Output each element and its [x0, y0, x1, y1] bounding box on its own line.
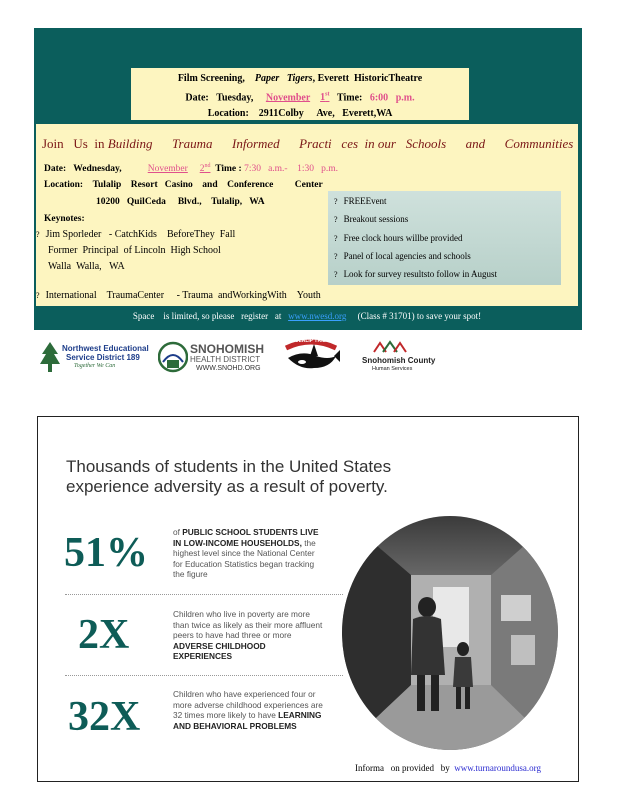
stat-32x-description: Children who have experienced four or more adverse childhood experiences are 32 times more likely to have LEARNING AND BEHAVIORAL PROBLEMS [173, 689, 323, 731]
stat-2x-description: Children who live in poverty are more than twice as likely as their more affluent peers to have had three or more ADVERSE CHILDHOOD EXPERIENCES [173, 609, 323, 661]
divider [65, 675, 343, 676]
nwesd-link[interactable]: www.nwesd.org [288, 311, 347, 321]
event-address-line: 10200 QuilCeda Blvd., Tulalip, WA [96, 197, 265, 207]
infographic-headline: Thousands of students in the United States experience adversity as a result of poverty. [66, 457, 392, 496]
snohomish-health-logo: SNOHOMISH HEALTH DISTRICT WWW.SNOHD.ORG [158, 340, 270, 376]
benefit-item: ? FREEEvent [334, 196, 387, 206]
benefit-item: ? Breakout sessions [334, 214, 409, 224]
film-screening-box [131, 68, 469, 120]
divider [65, 594, 343, 595]
benefit-item: ? Panel of local agencies and schools [334, 251, 471, 261]
event-location-line: Location: Tulalip Resort Casino and Conference Center [44, 180, 323, 190]
benefit-item: ? Look for survey resultsto follow in August [334, 269, 498, 279]
screening-date-line: Date: Tuesday, November 1st Time: 6:00 p.m. [185, 92, 415, 104]
poverty-infographic [37, 416, 579, 782]
event-title: Join Us in Building Trauma Informed Practi ces in our Schools and Communities [42, 136, 574, 151]
keynote-title-line: Former Principal of Lincoln High School [48, 245, 221, 256]
stat-51-description: of PUBLIC SCHOOL STUDENTS LIVE IN LOW-INCOME HOUSEHOLDS, the highest level since the National Center for Education Statistics began tracking the figure [173, 527, 319, 579]
event-date-line: Date: Wednesday, November 2nd Time : 7:30 a.m.- 1:30 p.m. [44, 163, 339, 175]
stat-32x: 32X [68, 694, 141, 740]
stat-2x: 2X [78, 612, 130, 658]
nwesd-logo: Northwest Educational Service District 189 Together We Can [38, 340, 148, 374]
keynote-speaker-line: ? Jim Sporleder - CatchKids BeforeThey Fall [36, 229, 236, 240]
benefits-box [328, 191, 561, 285]
keynotes-label: Keynotes: [44, 214, 85, 224]
tulalip-tribes-logo: TULALIP TRIBES [280, 334, 342, 380]
event-details-box [36, 124, 578, 306]
screening-title-line: Film Screening, Paper Tigers, Everett HistoricTheatre [177, 73, 423, 84]
turnaround-link[interactable]: www.turnaroundusa.org [454, 763, 541, 773]
keynote-org-line: ? International TraumaCenter - Trauma andWorkingWith Youth [36, 290, 321, 301]
school-hallway-photo [341, 515, 559, 751]
benefit-item: ? Free clock hours willbe provided [334, 233, 463, 243]
snohomish-county-logo: Snohomish County Human Services [362, 340, 442, 374]
keynote-city-line: Walla Walla, WA [48, 261, 125, 272]
registration-notice: Space is limited, so please register at www.nwesd.org (Class # 31701) to save your spot! [132, 311, 482, 321]
people-icon [372, 340, 408, 354]
pine-tree-icon [40, 342, 60, 372]
screening-location-line: Location: 2911Colby Ave, Everett,WA [207, 108, 393, 120]
stat-51-percent: 51% [64, 530, 148, 576]
information-credit: Informa on provided by www.turnaroundusa.org [355, 763, 541, 773]
health-district-icon [158, 340, 188, 374]
